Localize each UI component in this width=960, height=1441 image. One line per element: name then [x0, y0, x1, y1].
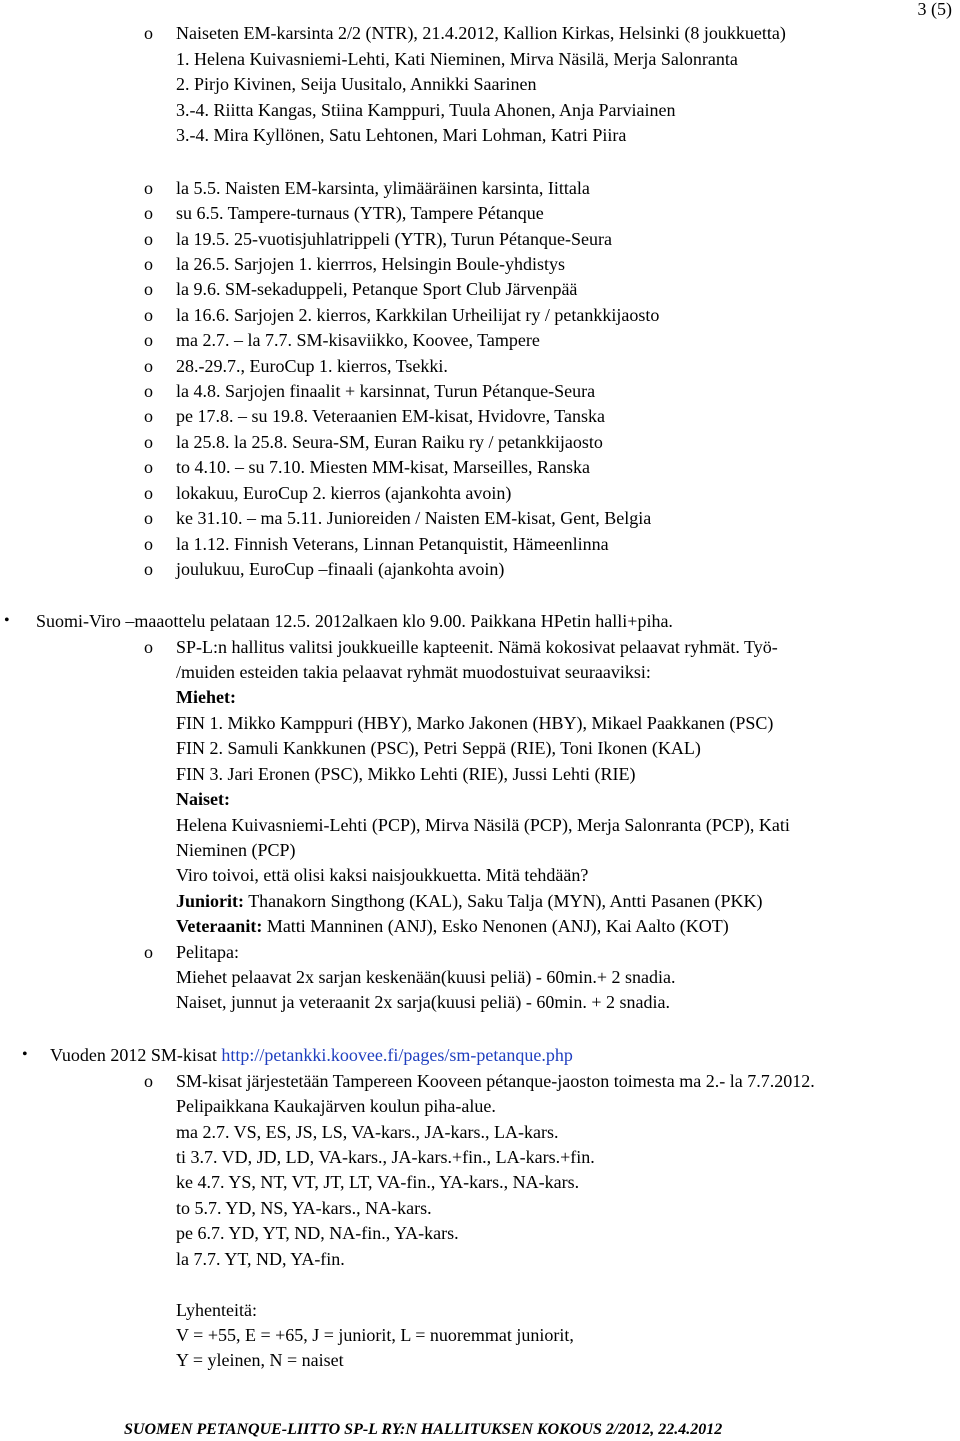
result-line: 2. Pirjo Kivinen, Seija Uusitalo, Annikki Saarinen — [176, 74, 537, 94]
abbreviations-line: Y = yleinen, N = naiset — [176, 1350, 344, 1370]
list-item: ma 2.7. – la 7.7. SM-kisaviikko, Koovee, Tampere — [176, 330, 540, 350]
list-item: lokakuu, EuroCup 2. kierros (ajankohta avoin) — [176, 483, 512, 503]
list-bullet: o — [144, 637, 153, 657]
pelitapa-text: Naiset, junnut ja veteraanit 2x sarja(kuusi peliä) - 60min. + 2 snadia. — [176, 992, 671, 1012]
sm-kisat-heading — [50, 1044, 573, 1066]
list-item: la 4.8. Sarjojen finaalit + karsinnat, Turun Pétanque-Seura — [176, 381, 596, 401]
list-bullet: o — [144, 559, 153, 579]
schedule-line: ti 3.7. VD, JD, LD, VA-kars., JA-kars.+fin., LA-kars.+fin. — [176, 1147, 595, 1167]
team-line: FIN 3. Jari Eronen (PSC), Mikko Lehti (RIE), Jussi Lehti (RIE) — [176, 764, 636, 784]
list-item: la 25.8. la 25.8. Seura-SM, Euran Raiku ry / petankkijaosto — [176, 432, 603, 452]
list-item: pe 17.8. – su 19.8. Veteraanien EM-kisat, Hvidovre, Tanska — [176, 406, 605, 426]
team-line: Helena Kuivasniemi-Lehti (PCP), Mirva Näsilä (PCP), Merja Salonranta (PCP), Kati — [176, 815, 790, 835]
page-number: 3 (5) — [917, 0, 952, 19]
captains-text: SP-L:n hallitus valitsi joukkueille kapteenit. Nämä kokosivat pelaavat ryhmät. Työ- — [176, 637, 778, 657]
pelitapa-label: Pelitapa: — [176, 942, 239, 962]
section-bullet: • — [4, 612, 10, 629]
list-bullet: o — [144, 23, 153, 43]
abbreviations-line: V = +55, E = +65, J = juniorit, L = nuoremmat juniorit, — [176, 1325, 574, 1345]
list-bullet: o — [144, 457, 153, 477]
list-bullet: o — [144, 534, 153, 554]
list-item: la 26.5. Sarjojen 1. kierrros, Helsingin Boule-yhdistys — [176, 254, 565, 274]
list-item: la 19.5. 25-vuotisjuhlatrippeli (YTR), Turun Pétanque-Seura — [176, 229, 612, 249]
page-footer: SUOMEN PETANQUE-LIITTO SP-L RY:N HALLITUKSEN KOKOUS 2/2012, 22.4.2012 — [124, 1421, 723, 1438]
list-bullet: o — [144, 203, 153, 223]
juniors-label: Juniorit: — [176, 891, 245, 911]
sm-kisat-text: Pelipaikkana Kaukajärven koulun piha-alue. — [176, 1096, 496, 1116]
result-line: 3.-4. Riitta Kangas, Stiina Kamppuri, Tuula Ahonen, Anja Parviainen — [176, 100, 676, 120]
schedule-line: to 5.7. YD, NS, YA-kars., NA-kars. — [176, 1198, 432, 1218]
schedule-line: ke 4.7. YS, NT, VT, JT, LT, VA-fin., YA-kars., NA-kars. — [176, 1172, 580, 1192]
men-label: Miehet: — [176, 687, 236, 707]
result-line: 1. Helena Kuivasniemi-Lehti, Kati Nieminen, Mirva Näsilä, Merja Salonranta — [176, 49, 738, 69]
list-bullet: o — [144, 406, 153, 426]
sm-kisat-link[interactable]: http://petankki.koovee.fi/pages/sm-petanque.php — [221, 1045, 573, 1065]
list-item: la 9.6. SM-sekaduppeli, Petanque Sport Club Järvenpää — [176, 279, 578, 299]
list-bullet: o — [144, 305, 153, 325]
abbreviations-title: Lyhenteitä: — [176, 1300, 257, 1320]
captains-text: /muiden esteiden takia pelaavat ryhmät muodostuivat seuraaviksi: — [176, 662, 651, 682]
list-item: joulukuu, EuroCup –finaali (ajankohta avoin) — [176, 559, 505, 579]
pelitapa-text: Miehet pelaavat 2x sarjan keskenään(kuusi peliä) - 60min.+ 2 snadia. — [176, 967, 676, 987]
list-bullet: o — [144, 356, 153, 376]
list-bullet: o — [144, 254, 153, 274]
schedule-line: ma 2.7. VS, ES, JS, LS, VA-kars., JA-kars., LA-kars. — [176, 1122, 559, 1142]
event-title: Naiseten EM-karsinta 2/2 (NTR), 21.4.2012, Kallion Kirkas, Helsinki (8 joukkuetta) — [176, 23, 786, 43]
list-bullet: o — [144, 432, 153, 452]
list-bullet: o — [144, 279, 153, 299]
team-line: FIN 2. Samuli Kankkunen (PSC), Petri Seppä (RIE), Toni Ikonen (KAL) — [176, 738, 701, 758]
suomi-viro-heading: Suomi-Viro –maaottelu pelataan 12.5. 2012alkaen klo 9.00. Paikkana HPetin halli+piha. — [36, 611, 673, 631]
schedule-line: pe 6.7. YD, YT, ND, NA-fin., YA-kars. — [176, 1223, 459, 1243]
list-bullet: o — [144, 178, 153, 198]
list-item: la 5.5. Naisten EM-karsinta, ylimääräinen karsinta, Iittala — [176, 178, 590, 198]
list-item: su 6.5. Tampere-turnaus (YTR), Tampere Pétanque — [176, 203, 544, 223]
schedule-line: la 7.7. YT, ND, YA-fin. — [176, 1249, 345, 1269]
list-item: ke 31.10. – ma 5.11. Junioreiden / Naisten EM-kisat, Gent, Belgia — [176, 508, 652, 528]
veterans-line — [176, 915, 729, 937]
team-line: Nieminen (PCP) — [176, 840, 296, 860]
list-bullet: o — [144, 229, 153, 249]
list-item: 28.-29.7., EuroCup 1. kierros, Tsekki. — [176, 356, 448, 376]
list-bullet: o — [144, 942, 153, 962]
viro-note: Viro toivoi, että olisi kaksi naisjoukkuetta. Mitä tehdään? — [176, 865, 589, 885]
veterans-label: Veteraanit: — [176, 916, 263, 936]
veterans-text: Matti Manninen (ANJ), Esko Nenonen (ANJ), Kai Aalto (KOT) — [262, 916, 729, 936]
women-label: Naiset: — [176, 789, 230, 809]
list-bullet: o — [144, 483, 153, 503]
team-line: FIN 1. Mikko Kamppuri (HBY), Marko Jakonen (HBY), Mikael Paakkanen (PSC) — [176, 713, 774, 733]
result-line: 3.-4. Mira Kyllönen, Satu Lehtonen, Mari Lohman, Katri Piira — [176, 125, 627, 145]
sm-kisat-heading-text: Vuoden 2012 SM-kisat — [50, 1045, 222, 1065]
list-bullet: o — [144, 381, 153, 401]
juniors-text: Thanakorn Singthong (KAL), Saku Talja (MYN), Antti Pasanen (PKK) — [244, 891, 763, 911]
section-bullet: • — [22, 1046, 28, 1063]
list-bullet: o — [144, 1071, 153, 1091]
list-item: la 16.6. Sarjojen 2. kierros, Karkkilan Urheilijat ry / petankkijaosto — [176, 305, 660, 325]
juniors-line — [176, 890, 763, 912]
list-item: la 1.12. Finnish Veterans, Linnan Petanquistit, Hämeenlinna — [176, 534, 609, 554]
list-item: to 4.10. – su 7.10. Miesten MM-kisat, Marseilles, Ranska — [176, 457, 590, 477]
sm-kisat-text: SM-kisat järjestetään Tampereen Kooveen pétanque-jaoston toimesta ma 2.- la 7.7.2012. — [176, 1071, 815, 1091]
list-bullet: o — [144, 330, 153, 350]
list-bullet: o — [144, 508, 153, 528]
